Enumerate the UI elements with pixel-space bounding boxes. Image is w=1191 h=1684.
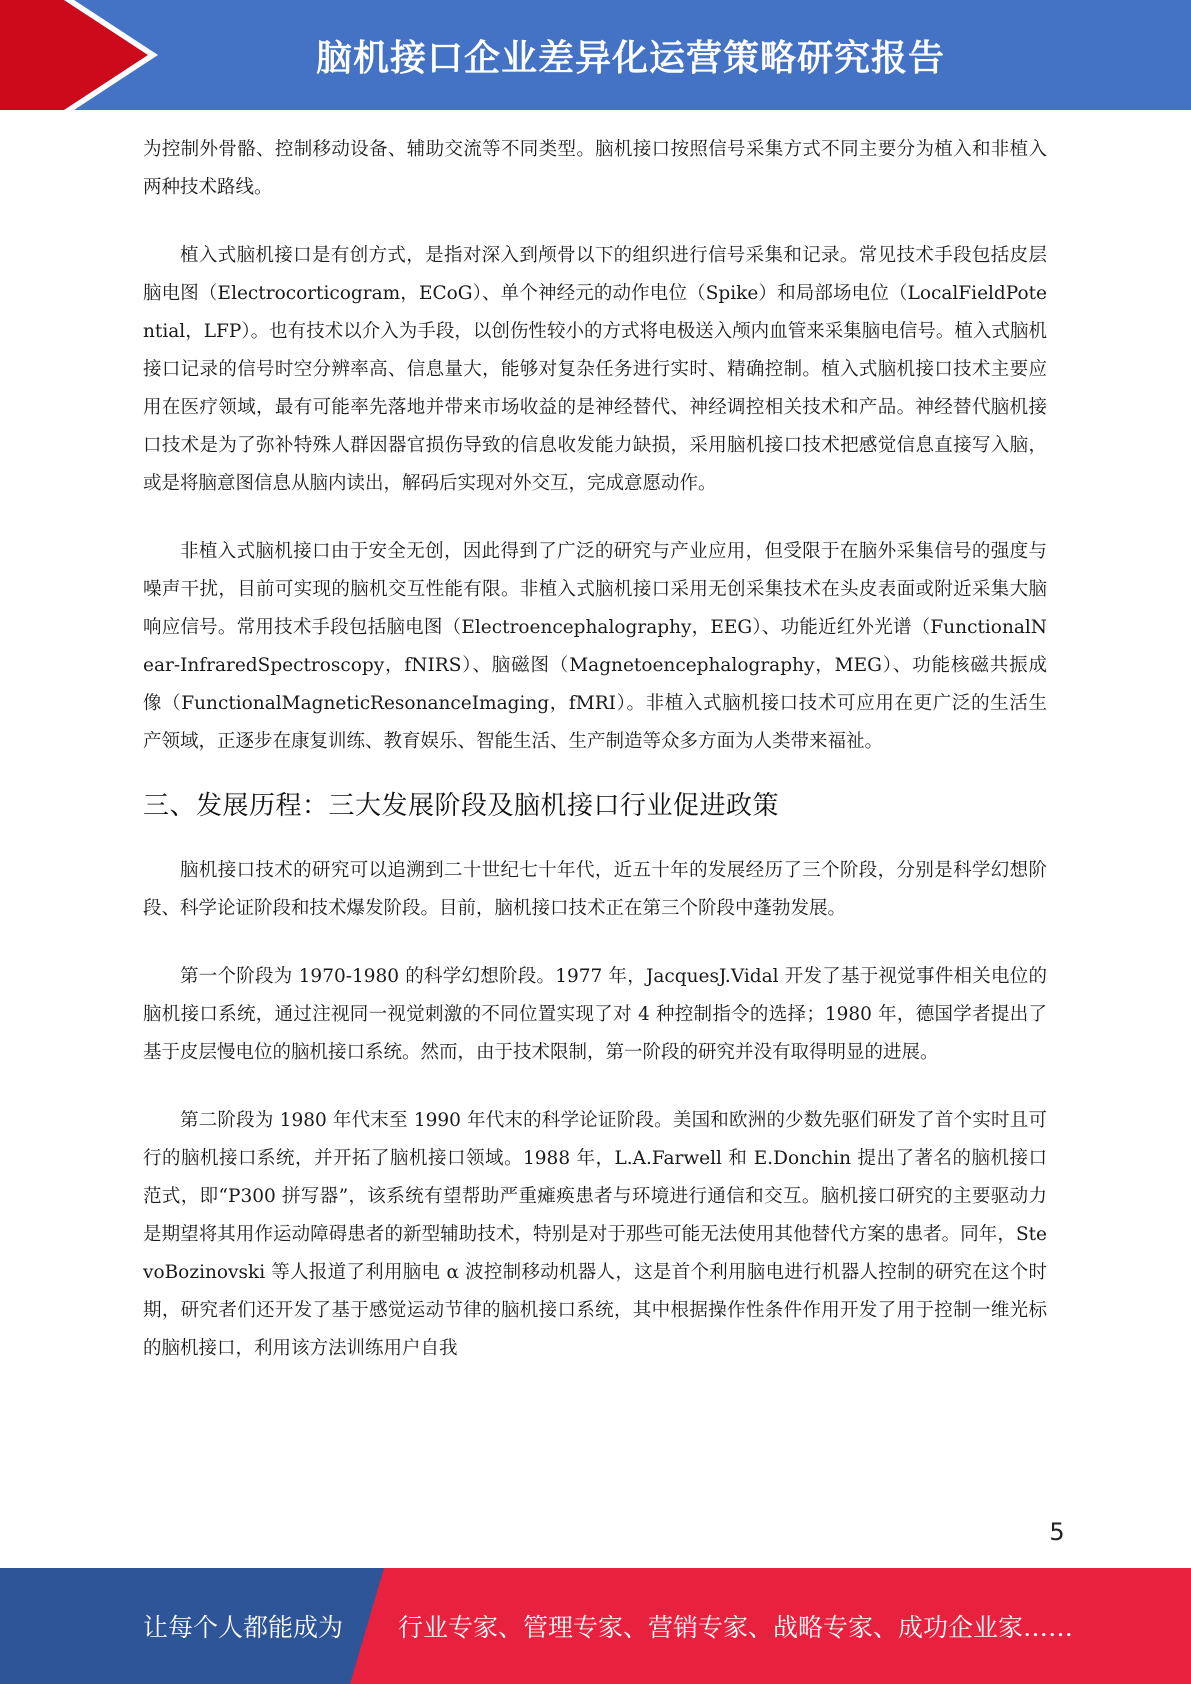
paragraph: 为控制外骨骼、控制移动设备、辅助交流等不同类型。脑机接口按照信号采集方式不同主要分为植入和非植入两种技术路线。 — [143, 139, 1047, 198]
paragraph: 非植入式脑机接口由于安全无创，因此得到了广泛的研究与产业应用，但受限于在脑外采集信号的强度与噪声干扰，目前可实现的脑机交互性能有限。非植入式脑机接口采用无创采集技术在头皮表面或附近采集大脑响应信号。常用技术手段包括脑电图（Electroencephalography，EEG）、功能近红外光谱（FunctionalNear-InfraredSpectroscopy，fNIRS）、脑磁图（Magnetoencephalography，MEG）、功能核磁共振成像（FunctionalMagneticResonanceImaging，fMRI）。非植入式脑机接口技术可应用在更广泛的生活生产领域，正逐步在康复训练、教育娱乐、智能生活、生产制造等众多方面为人类带来福祉。 — [143, 541, 1047, 752]
footer-slogan-right: 行业专家、管理专家、营销专家、战略专家、成功企业家…… — [398, 1613, 1074, 1642]
section-heading: 三、发展历程：三大发展阶段及脑机接口行业促进政策 — [143, 791, 780, 821]
paragraph: 脑机接口技术的研究可以追溯到二十世纪七十年代，近五十年的发展经历了三个阶段，分别是科学幻想阶段、科学论证阶段和技术爆发阶段。目前，脑机接口技术正在第三个阶段中蓬勃发展。 — [143, 860, 1047, 919]
paragraph: 植入式脑机接口是有创方式，是指对深入到颅骨以下的组织进行信号采集和记录。常见技术手段包括皮层脑电图（Electrocorticogram，ECoG）、单个神经元的动作电位（Spike）和局部场电位（LocalFieldPotential，LFP）。也有技术以介入为手段，以创伤性较小的方式将电极送入颅内血管来采集脑电信号。植入式脑机接口记录的信号时空分辨率高、信息量大，能够对复杂任务进行实时、精确控制。植入式脑机接口技术主要应用在医疗领域，最有可能率先落地并带来市场收益的是神经替代、神经调控相关技术和产品。神经替代脑机接口技术是为了弥补特殊人群因器官损伤导致的信息收发能力缺损，采用脑机接口技术把感觉信息直接写入脑，或是将脑意图信息从脑内读出，解码后实现对外交互，完成意愿动作。 — [143, 245, 1047, 494]
footer-slogan-left: 让每个人都能成为 — [143, 1613, 344, 1642]
paragraph: 第二阶段为 1980 年代末至 1990 年代末的科学论证阶段。美国和欧洲的少数先驱们研发了首个实时且可行的脑机接口系统，并开拓了脑机接口领域。1988 年，L.A.Farwell 和 E.Donchin 提出了著名的脑机接口范式，即“P300 拼写器”，该系统有望帮助严重瘫痪患者与环境进行通信和交互。脑机接口研究的主要驱动力是期望将其用作运动障碍患者的新型辅助技术，特别是对于那些可能无法使用其他替代方案的患者。同年，StevoBozinovski 等人报道了利用脑电 α 波控制移动机器人，这是首个利用脑电进行机器人控制的研究在这个时期，研究者们还开发了基于感觉运动节律的脑机接口系统，其中根据操作性条件作用开发了用于控制一维光标的脑机接口，利用该方法训练用户自我 — [143, 1110, 1047, 1359]
page-footer — [0, 1568, 1191, 1684]
page-number: 5 — [1049, 1518, 1065, 1546]
document-body — [143, 131, 1047, 1368]
report-title: 脑机接口企业差异化运营策略研究报告 — [315, 37, 945, 79]
page-header — [0, 0, 1191, 110]
paragraph: 第一个阶段为 1970-1980 的科学幻想阶段。1977 年，JacquesJ.Vidal 开发了基于视觉事件相关电位的脑机接口系统，通过注视同一视觉刺激的不同位置实现了对 4 种控制指令的选择；1980 年，德国学者提出了基于皮层慢电位的脑机接口系统。然而，由于技术限制，第一阶段的研究并没有取得明显的进展。 — [143, 966, 1047, 1063]
